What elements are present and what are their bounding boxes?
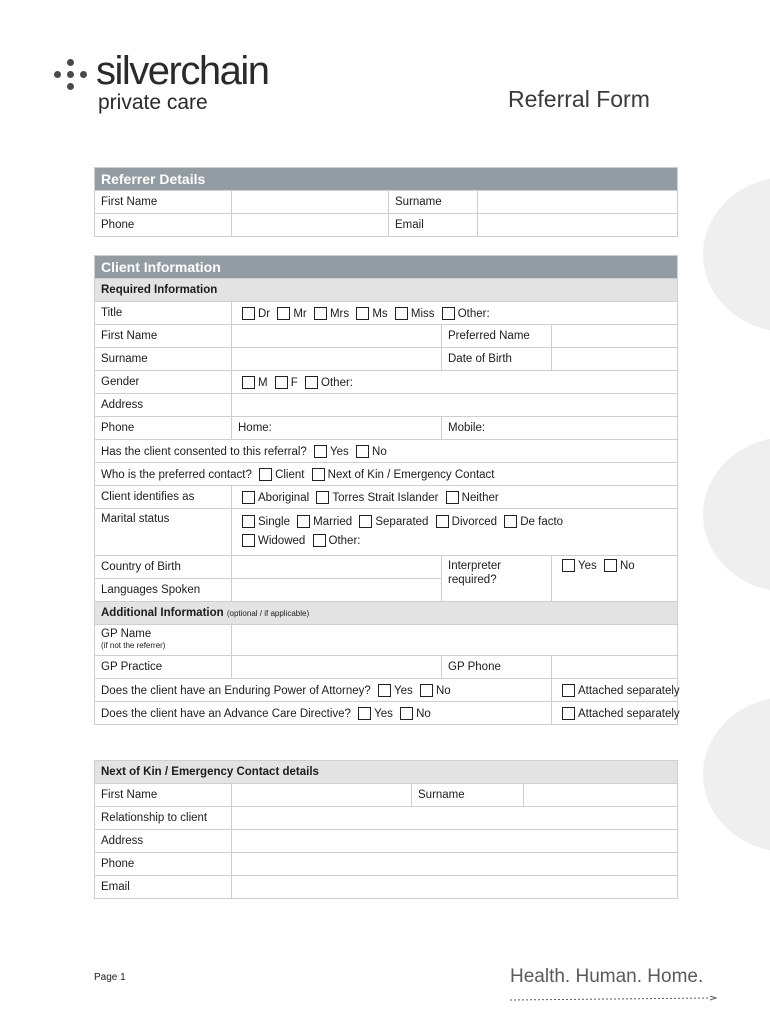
checkbox[interactable] — [242, 376, 255, 389]
checkbox[interactable] — [442, 307, 455, 320]
checkbox[interactable] — [420, 684, 433, 697]
referrer-first-name-field[interactable] — [232, 191, 389, 214]
nok-email-label: Email — [95, 876, 232, 899]
first-name-field[interactable] — [232, 325, 442, 348]
gp-phone-field[interactable] — [552, 656, 678, 679]
referrer-phone-field[interactable] — [232, 214, 389, 237]
nok-phone-label: Phone — [95, 853, 232, 876]
additional-information-header: Additional Information (optional / if applicable) — [95, 602, 678, 625]
acd-row: Does the client have an Advance Care Directive? Yes No — [95, 702, 552, 725]
nok-surname-field[interactable] — [524, 784, 678, 807]
title-label: Title — [95, 302, 232, 325]
checkbox[interactable] — [242, 534, 255, 547]
checkbox[interactable] — [562, 684, 575, 697]
first-name-label: First Name — [95, 325, 232, 348]
page-number: Page 1 — [94, 972, 126, 983]
preferred-contact-row: Who is the preferred contact? Client Next of Kin / Emergency Contact — [95, 463, 678, 486]
gender-label: Gender — [95, 371, 232, 394]
mobile-field[interactable]: Mobile: — [442, 417, 678, 440]
checkbox[interactable] — [395, 307, 408, 320]
checkbox[interactable] — [305, 376, 318, 389]
preferred-name-label: Preferred Name — [442, 325, 552, 348]
checkbox[interactable] — [504, 515, 517, 528]
address-label: Address — [95, 394, 232, 417]
logo-dots-icon — [54, 65, 88, 99]
section-header: Next of Kin / Emergency Contact details — [95, 761, 678, 784]
checkbox[interactable] — [604, 559, 617, 572]
epoa-attached: Attached separately — [552, 679, 678, 702]
referrer-details-section — [94, 167, 678, 237]
nok-email-field[interactable] — [232, 876, 678, 899]
tagline: Health. Human. Home. — [510, 966, 704, 987]
marital-options: Single Married Separated Divorced De facto Widowed Other: — [232, 509, 678, 556]
nok-phone-field[interactable] — [232, 853, 678, 876]
phone-label: Phone — [95, 417, 232, 440]
checkbox[interactable] — [242, 491, 255, 504]
nok-relationship-label: Relationship to client — [95, 807, 232, 830]
marital-label: Marital status — [95, 509, 232, 556]
checkbox[interactable] — [316, 491, 329, 504]
preferred-name-field[interactable] — [552, 325, 678, 348]
checkbox[interactable] — [358, 707, 371, 720]
dob-field[interactable] — [552, 348, 678, 371]
referrer-email-label: Email — [389, 214, 478, 237]
identifies-label: Client identifies as — [95, 486, 232, 509]
checkbox[interactable] — [378, 684, 391, 697]
country-label: Country of Birth — [95, 556, 232, 579]
gp-practice-label: GP Practice — [95, 656, 232, 679]
referrer-first-name-label: First Name — [95, 191, 232, 214]
tagline-underline — [510, 996, 718, 1002]
client-information-section — [94, 255, 678, 725]
checkbox[interactable] — [242, 515, 255, 528]
required-information-header: Required Information — [95, 279, 678, 302]
nok-first-name-field[interactable] — [232, 784, 412, 807]
referrer-email-field[interactable] — [478, 214, 678, 237]
interpreter-label: Interpreter required? — [442, 556, 552, 602]
gp-practice-field[interactable] — [232, 656, 442, 679]
gp-name-label: GP Name (if not the referrer) — [95, 625, 232, 656]
checkbox[interactable] — [242, 307, 255, 320]
form-title: Referral Form — [508, 86, 650, 112]
checkbox[interactable] — [436, 515, 449, 528]
nok-first-name-label: First Name — [95, 784, 232, 807]
checkbox[interactable] — [446, 491, 459, 504]
checkbox[interactable] — [562, 707, 575, 720]
referrer-phone-label: Phone — [95, 214, 232, 237]
nok-address-label: Address — [95, 830, 232, 853]
country-field[interactable] — [232, 556, 442, 579]
address-field[interactable] — [232, 394, 678, 417]
gender-options: M F Other: — [232, 371, 678, 394]
identifies-options: Aboriginal Torres Strait Islander Neither — [232, 486, 678, 509]
checkbox[interactable] — [312, 468, 325, 481]
checkbox[interactable] — [400, 707, 413, 720]
section-header: Referrer Details — [95, 168, 678, 191]
epoa-row: Does the client have an Enduring Power of Attorney? Yes No — [95, 679, 552, 702]
consent-row: Has the client consented to this referral? Yes No — [95, 440, 678, 463]
checkbox[interactable] — [277, 307, 290, 320]
acd-attached: Attached separately — [552, 702, 678, 725]
nok-address-field[interactable] — [232, 830, 678, 853]
checkbox[interactable] — [297, 515, 310, 528]
checkbox[interactable] — [359, 515, 372, 528]
section-header: Client Information — [95, 256, 678, 279]
checkbox[interactable] — [356, 445, 369, 458]
checkbox[interactable] — [275, 376, 288, 389]
decorative-circle — [703, 697, 770, 852]
nok-surname-label: Surname — [412, 784, 524, 807]
home-phone-field[interactable]: Home: — [232, 417, 442, 440]
referrer-surname-field[interactable] — [478, 191, 678, 214]
decorative-circle — [703, 437, 770, 592]
next-of-kin-section — [94, 760, 678, 899]
surname-field[interactable] — [232, 348, 442, 371]
checkbox[interactable] — [314, 307, 327, 320]
gp-name-field[interactable] — [232, 625, 678, 656]
checkbox[interactable] — [562, 559, 575, 572]
checkbox[interactable] — [314, 445, 327, 458]
title-options: Dr Mr Mrs Ms Miss Other: — [232, 302, 678, 325]
gp-phone-label: GP Phone — [442, 656, 552, 679]
decorative-circle — [703, 177, 770, 332]
nok-relationship-field[interactable] — [232, 807, 678, 830]
languages-label: Languages Spoken — [95, 579, 232, 602]
checkbox[interactable] — [356, 307, 369, 320]
interpreter-options: Yes No — [552, 556, 678, 602]
logo-subtitle: private care — [98, 91, 208, 114]
referrer-surname-label: Surname — [389, 191, 478, 214]
surname-label: Surname — [95, 348, 232, 371]
logo-wordmark: silverchain — [96, 49, 269, 93]
dob-label: Date of Birth — [442, 348, 552, 371]
checkbox[interactable] — [313, 534, 326, 547]
checkbox[interactable] — [259, 468, 272, 481]
languages-field[interactable] — [232, 579, 442, 602]
